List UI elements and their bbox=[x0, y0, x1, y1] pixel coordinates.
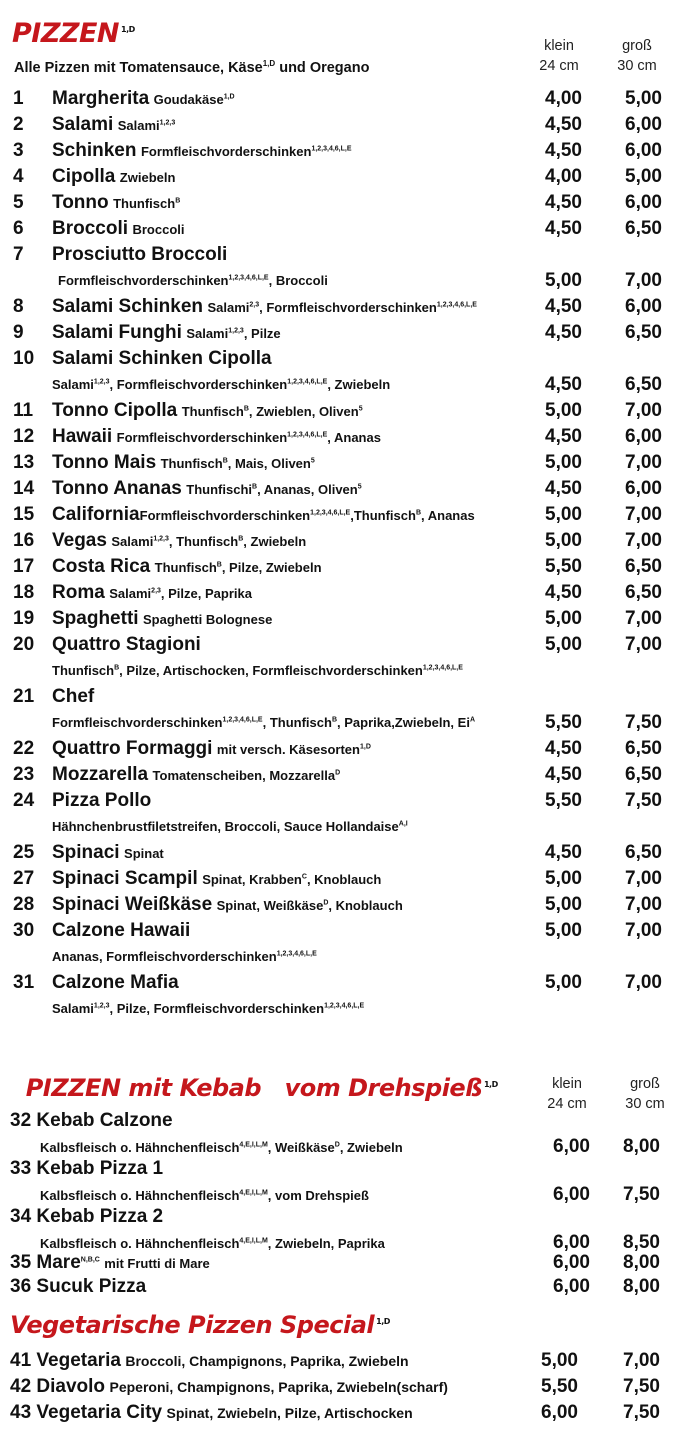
price-large: 6,50 bbox=[625, 842, 662, 863]
item-description: Kalbsfleisch o. Hähnchenfleisch$^{4,E,I,L,M}$, Zwiebeln, Paprika bbox=[40, 1236, 385, 1251]
price-large: 7,00 bbox=[625, 920, 662, 941]
price-small: 5,00 bbox=[545, 634, 582, 655]
item-name: Hawaii Formfleischvorderschinken$^{1,2,3,4,6,L,E}$, Ananas bbox=[52, 426, 381, 447]
item-name: Spinaci Spinat bbox=[52, 842, 164, 863]
price-small: 6,00 bbox=[541, 1402, 578, 1423]
price-large: 6,50 bbox=[625, 322, 662, 343]
price-small: 5,00 bbox=[545, 452, 582, 473]
item-name: 41 Vegetaria Broccoli, Champignons, Paprika, Zwiebeln bbox=[10, 1350, 409, 1371]
item-number: 13 bbox=[13, 452, 35, 473]
item-name: Salami Schinken Cipolla bbox=[52, 348, 272, 369]
item-number: 4 bbox=[13, 166, 24, 187]
price-large: 7,50 bbox=[623, 1184, 660, 1205]
price-large: 7,00 bbox=[625, 504, 662, 525]
menu-row bbox=[0, 502, 684, 528]
item-number: 21 bbox=[13, 686, 35, 707]
item-number: 5 bbox=[13, 192, 24, 213]
menu-row bbox=[0, 970, 684, 996]
price-small: 4,50 bbox=[545, 218, 582, 239]
price-small: 5,00 bbox=[545, 894, 582, 915]
price-large: 6,50 bbox=[625, 218, 662, 239]
item-number: 14 bbox=[13, 478, 35, 499]
item-name: Tonno Thunfisch$^B$ bbox=[52, 192, 181, 213]
menu-row bbox=[0, 788, 684, 814]
price-large: 7,00 bbox=[625, 634, 662, 655]
menu-row bbox=[0, 450, 684, 476]
menu-row bbox=[0, 996, 684, 1022]
item-name: Salami Funghi Salami$^{1,2,3}$, Pilze bbox=[52, 322, 281, 343]
menu-row bbox=[0, 320, 684, 346]
item-description: Formfleischvorderschinken$^{1,2,3,4,6,L,E}$, Thunfisch$^B$, Paprika,Zwiebeln, $Ei^A$ bbox=[52, 715, 475, 730]
price-large: 6,00 bbox=[625, 114, 662, 135]
price-large: 6,00 bbox=[625, 426, 662, 447]
menu-row bbox=[0, 606, 684, 632]
price-large: 7,00 bbox=[625, 452, 662, 473]
menu-row bbox=[0, 372, 684, 398]
item-name: Salami Schinken Salami$^{2,3}$, Formfleischvorderschinken$^{1,2,3,4,6,L,E}$ bbox=[52, 296, 477, 317]
item-name: Vegas Salami$^{1,2,3}$, Thunfisch$^B$, Zwiebeln bbox=[52, 530, 307, 551]
menu-row bbox=[0, 112, 684, 138]
price-small: 5,50 bbox=[545, 556, 582, 577]
price-small: 5,00 bbox=[545, 868, 582, 889]
price-large: 7,00 bbox=[625, 972, 662, 993]
menu-row bbox=[0, 164, 684, 190]
menu-row bbox=[0, 866, 684, 892]
price-large: 6,50 bbox=[625, 738, 662, 759]
item-description: Thunfisch$^B$, Pilze, Artischocken, Formfleischvorderschinken$^{1,2,3,4,6,L,E}$ bbox=[52, 663, 463, 678]
price-small: 5,00 bbox=[545, 270, 582, 291]
menu-row bbox=[0, 1252, 684, 1276]
item-number: 18 bbox=[13, 582, 35, 603]
price-large: 7,00 bbox=[625, 894, 662, 915]
kebab-item-name: 34 Kebab Pizza 2 bbox=[10, 1206, 164, 1227]
price-small: 4,50 bbox=[545, 140, 582, 161]
price-small: 4,50 bbox=[545, 764, 582, 785]
menu-row bbox=[0, 840, 684, 866]
price-large: 7,00 bbox=[625, 400, 662, 421]
item-number: 12 bbox=[13, 426, 35, 447]
menu-row bbox=[0, 710, 684, 736]
item-name: 43 Vegetaria City Spinat, Zwiebeln, Pilze, Artischocken bbox=[10, 1402, 413, 1423]
price-small: 5,00 bbox=[545, 608, 582, 629]
price-large: 8,50 bbox=[623, 1232, 660, 1253]
item-description: Salami$^{1,2,3}$, Formfleischvorderschinken$^{1,2,3,4,6,L,E}$, Zwiebeln bbox=[52, 377, 391, 392]
item-number: 6 bbox=[13, 218, 24, 239]
item-number: 3 bbox=[13, 140, 24, 161]
item-name: Chef bbox=[52, 686, 95, 707]
item-number: 9 bbox=[13, 322, 24, 343]
price-small: 4,50 bbox=[545, 322, 582, 343]
price-small: 4,50 bbox=[545, 842, 582, 863]
menu-row bbox=[0, 1182, 684, 1208]
item-name: Tonno Mais Thunfisch$^B$, Mais, Oliven$^5$ bbox=[52, 452, 315, 473]
price-large: 8,00 bbox=[623, 1136, 660, 1157]
price-large: 5,00 bbox=[625, 88, 662, 109]
price-small: 4,50 bbox=[545, 114, 582, 135]
menu-row bbox=[0, 736, 684, 762]
menu-row bbox=[0, 138, 684, 164]
menu-row bbox=[0, 398, 684, 424]
section-title-pizzen: PIZZEN $^{1,D}$ bbox=[12, 18, 135, 49]
price-large: 6,50 bbox=[625, 582, 662, 603]
price-small: 6,00 bbox=[553, 1276, 590, 1297]
menu-row bbox=[0, 528, 684, 554]
item-description: Kalbsfleisch o. Hähnchenfleisch$^{4,E,I,L,M}$, Weißkäse$^D$, Zwiebeln bbox=[40, 1140, 403, 1155]
item-name: Mozzarella Tomatenscheiben, Mozzarella$^D$ bbox=[52, 764, 341, 785]
price-small: 5,00 bbox=[541, 1350, 578, 1371]
menu-row bbox=[0, 346, 684, 372]
item-name: Cipolla Zwiebeln bbox=[52, 166, 176, 187]
price-small: 5,50 bbox=[545, 712, 582, 733]
price-small: 6,00 bbox=[553, 1136, 590, 1157]
menu-row bbox=[0, 554, 684, 580]
price-large: 7,50 bbox=[625, 712, 662, 733]
item-name: Calzone Hawaii bbox=[52, 920, 191, 941]
menu-row bbox=[0, 658, 684, 684]
section-subtitle: Alle Pizzen mit Tomatensauce, Käse$^{1,D}$ und Oregano bbox=[14, 59, 370, 76]
menu-row bbox=[0, 190, 684, 216]
item-number: 15 bbox=[13, 504, 35, 525]
item-description: Hähnchenbrustfiletstreifen, Broccoli, Sauce Hollandaise$^{A,I}$ bbox=[52, 819, 408, 834]
price-small: 4,00 bbox=[545, 166, 582, 187]
price-large: 7,50 bbox=[623, 1376, 660, 1397]
price-small: 5,00 bbox=[545, 530, 582, 551]
item-number: 28 bbox=[13, 894, 35, 915]
price-small: 4,50 bbox=[545, 296, 582, 317]
price-large: 5,00 bbox=[625, 166, 662, 187]
price-large: 7,00 bbox=[625, 608, 662, 629]
item-number: 1 bbox=[13, 88, 24, 109]
price-small: 6,00 bbox=[553, 1232, 590, 1253]
price-large: 6,00 bbox=[625, 296, 662, 317]
item-name: Roma Salami$^{2,3}$, Pilze, Paprika bbox=[52, 582, 252, 603]
price-small: 5,00 bbox=[545, 972, 582, 993]
item-name: Spaghetti Spaghetti Bolognese bbox=[52, 608, 273, 629]
item-name: Costa Rica Thunfisch$^B$, Pilze, Zwiebeln bbox=[52, 556, 322, 577]
section-title-kebab: PIZZEN mit Kebab vom Drehspieß $^{1,D}$ bbox=[25, 1074, 498, 1102]
price-large: 6,50 bbox=[625, 374, 662, 395]
price-large: 6,50 bbox=[625, 764, 662, 785]
price-large: 6,00 bbox=[625, 192, 662, 213]
price-small: 5,00 bbox=[545, 504, 582, 525]
menu-row bbox=[0, 814, 684, 840]
item-number: 31 bbox=[13, 972, 35, 993]
item-description: Ananas, Formfleischvorderschinken$^{1,2,3,4,6,L,E}$ bbox=[52, 949, 317, 964]
menu-row bbox=[0, 424, 684, 450]
item-number: 8 bbox=[13, 296, 24, 317]
price-large: 8,00 bbox=[623, 1252, 660, 1273]
item-name: 42 Diavolo Peperoni, Champignons, Paprika, Zwiebeln(scharf) bbox=[10, 1376, 448, 1397]
item-name: Spinaci Weißkäse Spinat, Weißkäse$^D$, Knoblauch bbox=[52, 894, 403, 915]
col-header-large: groß 30 cm bbox=[617, 38, 657, 74]
item-name: Quattro Stagioni bbox=[52, 634, 201, 655]
price-small: 4,50 bbox=[545, 426, 582, 447]
menu-row bbox=[0, 918, 684, 944]
item-name: Broccoli Broccoli bbox=[52, 218, 185, 239]
menu-row bbox=[0, 216, 684, 242]
item-name: Schinken Formfleischvorderschinken$^{1,2,3,4,6,L,E}$ bbox=[52, 140, 352, 161]
col-header-small-2: klein 24 cm bbox=[547, 1076, 587, 1112]
menu-row bbox=[0, 892, 684, 918]
item-description: Formfleischvorderschinken$^{1,2,3,4,6,L,E}$, Broccoli bbox=[58, 273, 328, 288]
item-number: 2 bbox=[13, 114, 24, 135]
menu-row bbox=[0, 1400, 684, 1426]
price-small: 4,00 bbox=[545, 88, 582, 109]
price-large: 7,50 bbox=[625, 790, 662, 811]
item-name: Pizza Pollo bbox=[52, 790, 152, 811]
item-number: 19 bbox=[13, 608, 35, 629]
item-number: 22 bbox=[13, 738, 35, 759]
price-large: 6,00 bbox=[625, 478, 662, 499]
item-name: 36 Sucuk Pizza bbox=[10, 1276, 147, 1297]
item-number: 17 bbox=[13, 556, 35, 577]
item-number: 7 bbox=[13, 244, 24, 265]
price-large: 8,00 bbox=[623, 1276, 660, 1297]
price-small: 5,50 bbox=[545, 790, 582, 811]
menu-row bbox=[0, 476, 684, 502]
menu-row bbox=[0, 268, 684, 294]
item-name: Quattro Formaggi mit versch. Käsesorten$^{1,D}$ bbox=[52, 738, 371, 759]
price-large: 7,00 bbox=[625, 270, 662, 291]
price-small: 5,50 bbox=[541, 1376, 578, 1397]
item-name: 35 Mare$^{N,B,C}$ mit Frutti di Mare bbox=[10, 1252, 210, 1273]
menu-row bbox=[0, 294, 684, 320]
item-number: 23 bbox=[13, 764, 35, 785]
price-small: 4,50 bbox=[545, 738, 582, 759]
item-number: 10 bbox=[13, 348, 35, 369]
price-small: 5,00 bbox=[545, 400, 582, 421]
item-name: Spinaci Scampil Spinat, Krabben$^C$, Knoblauch bbox=[52, 868, 382, 889]
col-header-small: klein 24 cm bbox=[539, 38, 579, 74]
menu-row bbox=[0, 632, 684, 658]
kebab-item-name: 33 Kebab Pizza 1 bbox=[10, 1158, 164, 1179]
menu-row bbox=[0, 1374, 684, 1400]
item-number: 24 bbox=[13, 790, 35, 811]
price-small: 4,50 bbox=[545, 192, 582, 213]
item-description: Kalbsfleisch o. Hähnchenfleisch$^{4,E,I,L,M}$, vom Drehspieß bbox=[40, 1188, 369, 1203]
price-large: 7,00 bbox=[623, 1350, 660, 1371]
price-large: 6,00 bbox=[625, 140, 662, 161]
menu-row bbox=[0, 1134, 684, 1160]
kebab-item-name: 32 Kebab Calzone bbox=[10, 1110, 173, 1131]
item-number: 25 bbox=[13, 842, 35, 863]
menu-row bbox=[0, 86, 684, 112]
price-small: 5,00 bbox=[545, 920, 582, 941]
menu-row bbox=[0, 580, 684, 606]
price-large: 6,50 bbox=[625, 556, 662, 577]
item-name: Prosciutto Broccoli bbox=[52, 244, 228, 265]
section-title-vegetarisch: Vegetarische Pizzen Special $^{1,D}$ bbox=[10, 1311, 390, 1339]
item-name: Tonno Cipolla Thunfisch$^B$, Zwieblen, Oliven$^5$ bbox=[52, 400, 363, 421]
item-name: CaliforniaFormfleischvorderschinken$^{1,2,3,4,6,L,E}$,Thunfisch$^B$, Ananas bbox=[52, 504, 475, 525]
menu-row bbox=[0, 1276, 684, 1300]
menu-row bbox=[0, 1348, 684, 1374]
price-small: 4,50 bbox=[545, 374, 582, 395]
price-large: 7,50 bbox=[623, 1402, 660, 1423]
item-number: 30 bbox=[13, 920, 35, 941]
price-large: 7,00 bbox=[625, 530, 662, 551]
item-name: Salami Salami$^{1,2,3}$ bbox=[52, 114, 176, 135]
price-small: 6,00 bbox=[553, 1252, 590, 1273]
item-name: Tonno Ananas Thunfischi$^B$, Ananas, Oliven$^5$ bbox=[52, 478, 362, 499]
col-header-large-2: groß 30 cm bbox=[625, 1076, 665, 1112]
price-small: 4,50 bbox=[545, 582, 582, 603]
menu-row bbox=[0, 242, 684, 268]
item-name: Margherita Goudakäse$^{1,D}$ bbox=[52, 88, 235, 109]
item-number: 16 bbox=[13, 530, 35, 551]
item-number: 20 bbox=[13, 634, 35, 655]
item-number: 27 bbox=[13, 868, 35, 889]
menu-row bbox=[0, 944, 684, 970]
menu-row bbox=[0, 762, 684, 788]
price-small: 6,00 bbox=[553, 1184, 590, 1205]
item-name: Calzone Mafia bbox=[52, 972, 179, 993]
price-small: 4,50 bbox=[545, 478, 582, 499]
menu-row bbox=[0, 684, 684, 710]
price-large: 7,00 bbox=[625, 868, 662, 889]
item-number: 11 bbox=[13, 400, 34, 421]
item-description: Salami$^{1,2,3}$, Pilze, Formfleischvorderschinken$^{1,2,3,4,6,L,E}$ bbox=[52, 1001, 365, 1016]
